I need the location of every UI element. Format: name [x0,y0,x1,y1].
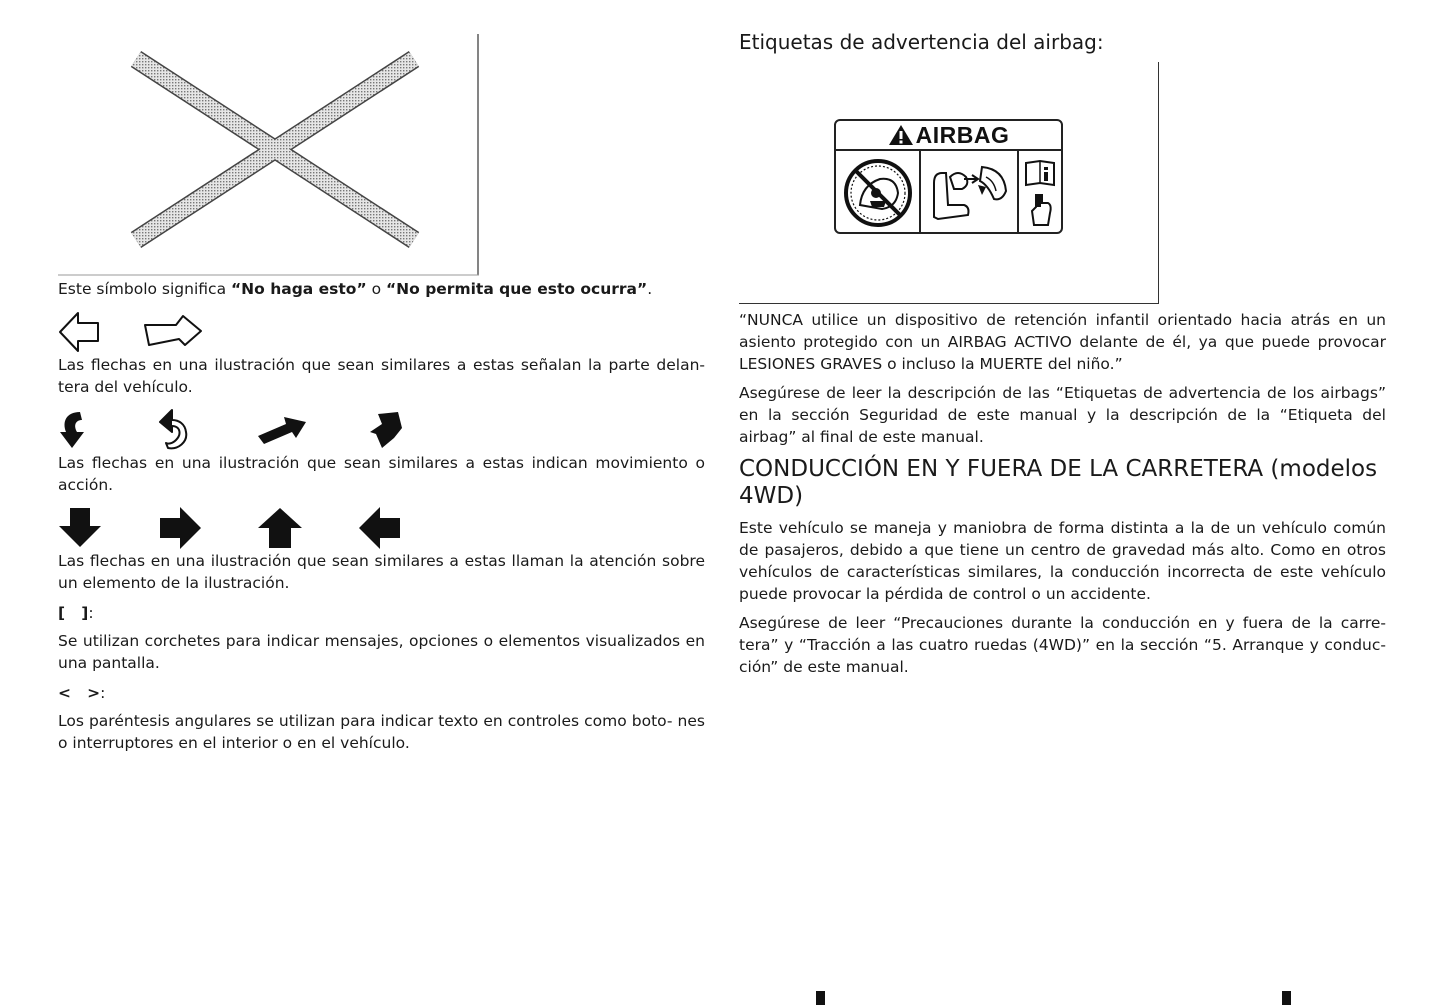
front-arrows-description: Las flechas en una ilustración que sean similares a estas señalan la parte delan- tera del vehículo. [58,356,705,396]
seat-airbag-deploy-icon [921,151,1019,234]
curved-arrow-down-icon [58,408,92,450]
offroad-paragraph-2: Asegúrese de leer “Precauciones durante la conducción en y fuera de la carre- tera” y “Tracción a las cuatro ruedas (4WD)” en la sección “5. Arranque y conduc- ción” de este manual. [739,614,1386,676]
front-arrow-left-icon [58,310,102,354]
airbag-label-header [836,121,1061,151]
curved-arrow-up-icon [158,408,190,450]
airbag-labels-heading: Etiquetas de advertencia del airbag: [739,30,1104,54]
diagonal-motion-arrow-icon [256,414,308,446]
movement-arrows-description: Las flechas en una ilustración que sean similares a estas indican movimiento o acción. [58,454,705,494]
no-child-seat-icon [836,151,921,234]
airbag-label-title: AIRBAG [915,121,1010,148]
angle-brackets-description: Los paréntesis angulares se utilizan para indicar texto en controles como boto- nes o interruptores en el interior o en el vehículo. [58,712,705,752]
figure-frame-bottom-line [739,303,1159,304]
twist-arrow-icon [368,410,404,450]
warning-quote: “NUNCA utilice un dispositivo de retención infantil orientado hacia atrás en un asiento protegido con un AIRBAG ACTIVO delante de él, ya que puede provocar LESIONES GRAVES o incluso la MUERTE del niño.” [739,311,1386,373]
read-manual-icon [1019,151,1061,234]
attention-arrows-description: Las flechas en una ilustración que sean similares a estas llaman la atención sobre un elemento de la ilustración. [58,552,705,592]
solid-arrow-down-icon [58,506,102,548]
solid-arrow-right-icon [158,506,202,550]
page-edge-mark-right [1282,991,1291,1005]
brackets-symbol: [ ] [58,604,89,622]
offroad-paragraph-1: Este vehículo se maneja y maniobra de forma distinta a la de un vehículo común de pasajeros, debido a que tiene un centro de gravedad más alto. Como en otros vehículos de características similares, la conducción incorrecta de este vehículo puede provocar la pérdida de control o un accidente. [739,519,1386,603]
solid-arrow-up-icon [257,506,303,550]
solid-arrow-left-icon [358,506,402,550]
front-arrow-diagonal-icon [143,313,205,349]
read-description-paragraph: Asegúrese de leer la descripción de las “Etiquetas de advertencia de los airbags” en la sección Seguridad de este manual y la descripción de la “Etiqueta del airbag” al final de este manual. [739,384,1386,446]
page-edge-mark-left [816,991,825,1005]
angle-brackets-symbol: < > [58,684,101,702]
brackets-heading: [ ]: [58,604,94,622]
prohibition-x-figure [58,34,480,276]
section-heading-offroad: CONDUCCIÓN EN Y FUERA DE LA CARRETERA (modelos 4WD) [739,456,1378,509]
angle-brackets-heading: < >: [58,684,106,702]
warning-triangle-icon [888,124,914,146]
symbol-caption: Este símbolo significa “No haga esto” o “No permita que esto ocurra”. [58,280,653,298]
figure-frame-right-line [1158,62,1159,304]
airbag-warning-label [834,119,1063,234]
brackets-description: Se utilizan corchetes para indicar mensajes, opciones o elementos visualizados en una pantalla. [58,632,705,672]
